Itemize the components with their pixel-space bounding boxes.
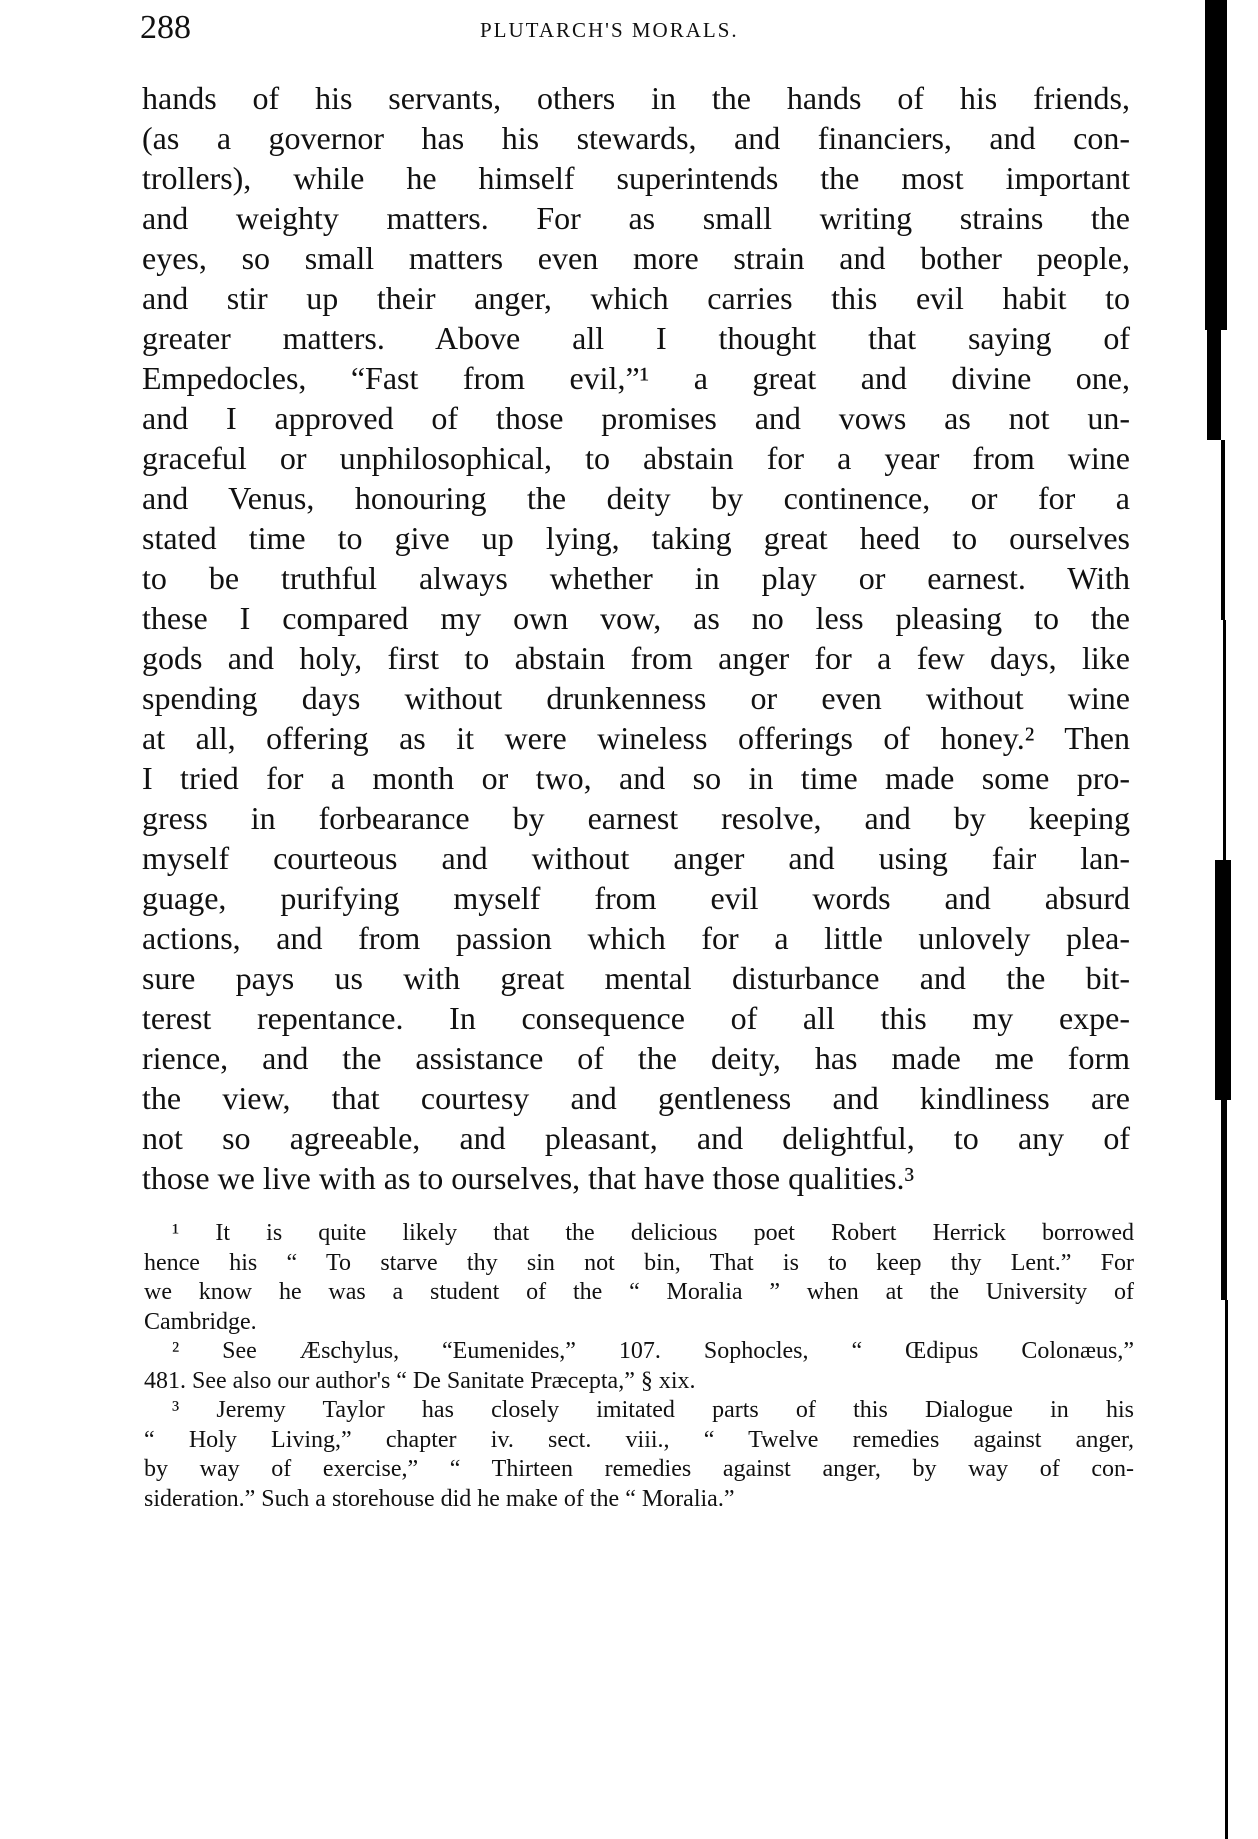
- body-line: and weighty matters. For as small writing strains the: [142, 200, 1130, 236]
- body-line: rience, and the assistance of the deity, has made me form: [142, 1040, 1130, 1076]
- body-line: stated time to give up lying, taking great heed to ourselves: [142, 520, 1130, 556]
- body-line: Empedocles, “Fast from evil,”¹ a great and divine one,: [142, 360, 1130, 396]
- footnote-line: we know he was a student of the “ Moralia ” when at the University of: [144, 1279, 1134, 1305]
- body-line: hands of his servants, others in the hands of his friends,: [142, 80, 1130, 116]
- body-line: and I approved of those promises and vows as not un-: [142, 400, 1130, 436]
- body-line: graceful or unphilosophical, to abstain for a year from wine: [142, 440, 1130, 476]
- body-line: terest repentance. In consequence of all this my expe-: [142, 1000, 1130, 1036]
- body-line: the view, that courtesy and gentleness and kindliness are: [142, 1080, 1130, 1116]
- body-line: and stir up their anger, which carries this evil habit to: [142, 280, 1130, 316]
- body-line: those we live with as to ourselves, that have those qualities.³: [142, 1160, 915, 1196]
- body-line: actions, and from passion which for a little unlovely plea-: [142, 920, 1130, 956]
- body-line: (as a governor has his stewards, and financiers, and con-: [142, 120, 1130, 156]
- body-line: greater matters. Above all I thought that saying of: [142, 320, 1130, 356]
- body-line: eyes, so small matters even more strain and bother people,: [142, 240, 1130, 276]
- body-line: trollers), while he himself superintends the most important: [142, 160, 1130, 196]
- body-line: gods and holy, first to abstain from anger for a few days, like: [142, 640, 1130, 676]
- body-line: not so agreeable, and pleasant, and delightful, to any of: [142, 1120, 1130, 1156]
- body-line: and Venus, honouring the deity by continence, or for a: [142, 480, 1130, 516]
- footnote-line: “ Holy Living,” chapter iv. sect. viii., “ Twelve remedies against anger,: [144, 1426, 1134, 1453]
- footnote-line: by way of exercise,” “ Thirteen remedies against anger, by way of con-: [144, 1456, 1134, 1482]
- footnote-line: Cambridge.: [144, 1308, 257, 1335]
- footnote-line: 481. See also our author's “ De Sanitate Præcepta,” § xix.: [144, 1367, 696, 1394]
- body-line: to be truthful always whether in play or earnest. With: [142, 560, 1130, 596]
- footnote-line: ² See Æschylus, “Eumenides,” 107. Sophocles, “ Œdipus Colonæus,”: [172, 1338, 1134, 1364]
- body-line: I tried for a month or two, and so in time made some pro-: [142, 760, 1130, 796]
- body-line: gress in forbearance by earnest resolve, and by keeping: [142, 800, 1130, 836]
- binding-edge-shadow: [1203, 0, 1258, 1839]
- footnotes: [144, 1219, 1134, 1514]
- body-line: these I compared my own vow, as no less pleasing to the: [142, 600, 1130, 636]
- body-line: sure pays us with great mental disturbance and the bit-: [142, 960, 1130, 996]
- body-line: guage, purifying myself from evil words and absurd: [142, 880, 1130, 916]
- running-title: PLUTARCH'S MORALS.: [480, 18, 739, 42]
- body-line: at all, offering as it were wineless offerings of honey.² Then: [142, 720, 1130, 756]
- body-text: [142, 78, 1130, 1198]
- body-line: myself courteous and without anger and using fair lan-: [142, 840, 1130, 876]
- footnote-line: ³ Jeremy Taylor has closely imitated parts of this Dialogue in his: [172, 1397, 1134, 1423]
- page-number: 288: [140, 9, 191, 46]
- body-line: spending days without drunkenness or even without wine: [142, 680, 1130, 716]
- footnote-line: ¹ It is quite likely that the delicious poet Robert Herrick borrowed: [172, 1220, 1134, 1246]
- footnote-line: sideration.” Such a storehouse did he make of the “ Moralia.”: [144, 1485, 735, 1512]
- running-head: [140, 6, 1140, 50]
- footnote-line: hence his “ To starve thy sin not bin, That is to keep thy Lent.” For: [144, 1249, 1134, 1276]
